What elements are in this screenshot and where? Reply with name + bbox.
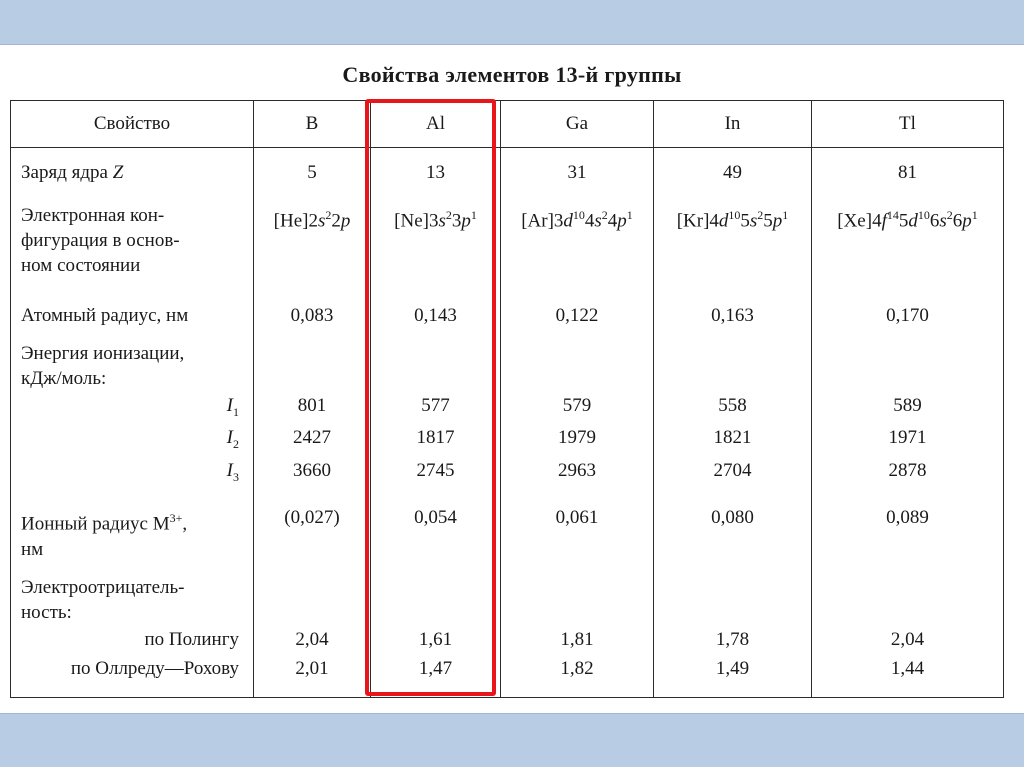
- ionic-radius-Tl: 0,089: [812, 491, 1004, 565]
- config-In: [654, 193, 812, 292]
- config-term: s: [939, 210, 947, 232]
- config-term: 2: [325, 207, 332, 222]
- pauling-Al: 1,61: [371, 627, 501, 656]
- properties-table: [10, 100, 1004, 698]
- atomic-radius-label: Атомный радиус, нм: [11, 292, 254, 331]
- header-Ga: Ga: [501, 101, 654, 148]
- row-ionization-3: [11, 458, 1004, 491]
- charge-B: 5: [254, 148, 371, 193]
- config-term: 1: [470, 207, 477, 222]
- pauling-label: по Полингу: [11, 627, 254, 656]
- config-label: Электронная кон- фигурация в основ- ном состоянии: [11, 193, 254, 292]
- config-term: 14: [886, 207, 899, 222]
- atomic-radius-B: 0,083: [254, 292, 371, 331]
- config-term: s: [317, 210, 326, 232]
- pauling-Ga: 1,81: [501, 627, 654, 656]
- ionic-radius-Ga: 0,061: [501, 491, 654, 565]
- page-title: Свойства элементов 13-й группы: [342, 62, 682, 87]
- ionization-2-Tl: 1971: [812, 425, 1004, 458]
- ionization-label: Энергия ионизации, кДж/моль:: [11, 331, 254, 393]
- ionic-radius-label: Ионный радиус $M^{3+}$, нм: [11, 491, 254, 565]
- config-term: p: [617, 210, 627, 232]
- config-term: 4: [872, 210, 882, 232]
- allred-B: 2,01: [254, 656, 371, 698]
- row-config: [11, 193, 1004, 292]
- allred-Al: 1,47: [371, 656, 501, 698]
- config-B: [254, 193, 371, 292]
- config-term: 6: [929, 210, 940, 232]
- ionization-3-Ga: 2963: [501, 458, 654, 491]
- ionization-2-B: 2427: [254, 425, 371, 458]
- electronegativity-label: Электроотрицатель- ность:: [11, 565, 254, 627]
- ionization-3-label: $I_3$: [11, 458, 254, 491]
- header-Tl: Tl: [812, 101, 1004, 148]
- atomic-radius-Ga: 0,122: [501, 292, 654, 331]
- config-term: 5: [898, 210, 909, 232]
- config-term: 1: [971, 207, 978, 222]
- pauling-Tl: 2,04: [812, 627, 1004, 656]
- header-property: Свойство: [11, 101, 254, 148]
- row-electronegativity-allred: [11, 656, 1004, 698]
- config-Tl: [812, 193, 1004, 292]
- charge-Al: 13: [371, 148, 501, 193]
- config-core: [Kr]: [676, 210, 710, 232]
- row-electronegativity-heading: [11, 565, 1004, 627]
- config-term: s: [594, 210, 602, 232]
- allred-label: по Оллреду—Рохову: [11, 656, 254, 698]
- config-term: 2: [445, 207, 452, 222]
- config-term: p: [772, 210, 783, 232]
- config-term: 2: [601, 207, 608, 222]
- row-charge: [11, 148, 1004, 193]
- config-term: s: [749, 210, 758, 232]
- row-ionization-1: [11, 393, 1004, 426]
- allred-Tl: 1,44: [812, 656, 1004, 698]
- row-atomic-radius: [11, 292, 1004, 331]
- config-term: 2: [946, 207, 953, 222]
- config-core: [Ne]: [394, 210, 429, 232]
- config-term: 5: [763, 210, 773, 232]
- config-core: [Xe]: [837, 210, 873, 232]
- config-term: 10: [728, 207, 741, 222]
- charge-In: 49: [654, 148, 812, 193]
- atomic-radius-Tl: 0,170: [812, 292, 1004, 331]
- header-In: In: [654, 101, 812, 148]
- config-term: 4: [584, 210, 595, 232]
- ionization-1-Al: 577: [371, 393, 501, 426]
- row-ionic-radius: [11, 491, 1004, 565]
- properties-table-frame: [10, 100, 1003, 698]
- config-term: 2: [308, 210, 318, 232]
- header-row: [11, 101, 1004, 148]
- ionization-1-Tl: 589: [812, 393, 1004, 426]
- ionic-radius-In: 0,080: [654, 491, 812, 565]
- config-core: [Ar]: [521, 210, 554, 232]
- ionization-1-In: 558: [654, 393, 812, 426]
- atomic-radius-In: 0,163: [654, 292, 812, 331]
- header-B: B: [254, 101, 371, 148]
- config-term: d: [908, 210, 918, 232]
- allred-Ga: 1,82: [501, 656, 654, 698]
- config-term: p: [340, 210, 351, 232]
- row-ionization-2: [11, 425, 1004, 458]
- config-term: 3: [451, 210, 462, 232]
- config-term: 4: [607, 210, 618, 232]
- header-Al: Al: [371, 101, 501, 148]
- config-term: 10: [917, 207, 930, 222]
- ionization-3-Tl: 2878: [812, 458, 1004, 491]
- config-term: 3: [428, 210, 439, 232]
- ionization-2-Ga: 1979: [501, 425, 654, 458]
- config-term: 10: [572, 207, 585, 222]
- config-Ga: [501, 193, 654, 292]
- ionization-3-B: 3660: [254, 458, 371, 491]
- ionization-1-Ga: 579: [501, 393, 654, 426]
- ionization-2-Al: 1817: [371, 425, 501, 458]
- config-term: 3: [553, 210, 564, 232]
- config-term: p: [962, 210, 972, 232]
- allred-In: 1,49: [654, 656, 812, 698]
- charge-label: Заряд ядра Z: [11, 148, 254, 193]
- ionization-2-In: 1821: [654, 425, 812, 458]
- ionization-1-B: 801: [254, 393, 371, 426]
- ionization-2-label: $I_2$: [11, 425, 254, 458]
- config-Al: [371, 193, 501, 292]
- ionic-radius-Al: 0,054: [371, 491, 501, 565]
- atomic-radius-Al: 0,143: [371, 292, 501, 331]
- config-term: 6: [952, 210, 963, 232]
- config-term: d: [563, 210, 573, 232]
- config-term: 1: [782, 207, 789, 222]
- config-term: p: [461, 210, 471, 232]
- pauling-B: 2,04: [254, 627, 371, 656]
- charge-Tl: 81: [812, 148, 1004, 193]
- config-term: s: [438, 210, 446, 232]
- config-term: d: [718, 210, 729, 232]
- row-electronegativity-pauling: [11, 627, 1004, 656]
- config-term: 5: [740, 210, 750, 232]
- config-term: f: [881, 210, 887, 232]
- ionic-radius-B: (0,027): [254, 491, 371, 565]
- config-term: 2: [757, 207, 764, 222]
- config-core: [He]: [273, 210, 309, 232]
- ionization-3-Al: 2745: [371, 458, 501, 491]
- pauling-In: 1,78: [654, 627, 812, 656]
- charge-Ga: 31: [501, 148, 654, 193]
- ionization-3-In: 2704: [654, 458, 812, 491]
- config-term: 4: [709, 210, 719, 232]
- row-ionization-heading: [11, 331, 1004, 393]
- config-term: 2: [331, 210, 341, 232]
- ionization-1-label: $I_1$: [11, 393, 254, 426]
- config-term: 1: [626, 207, 633, 222]
